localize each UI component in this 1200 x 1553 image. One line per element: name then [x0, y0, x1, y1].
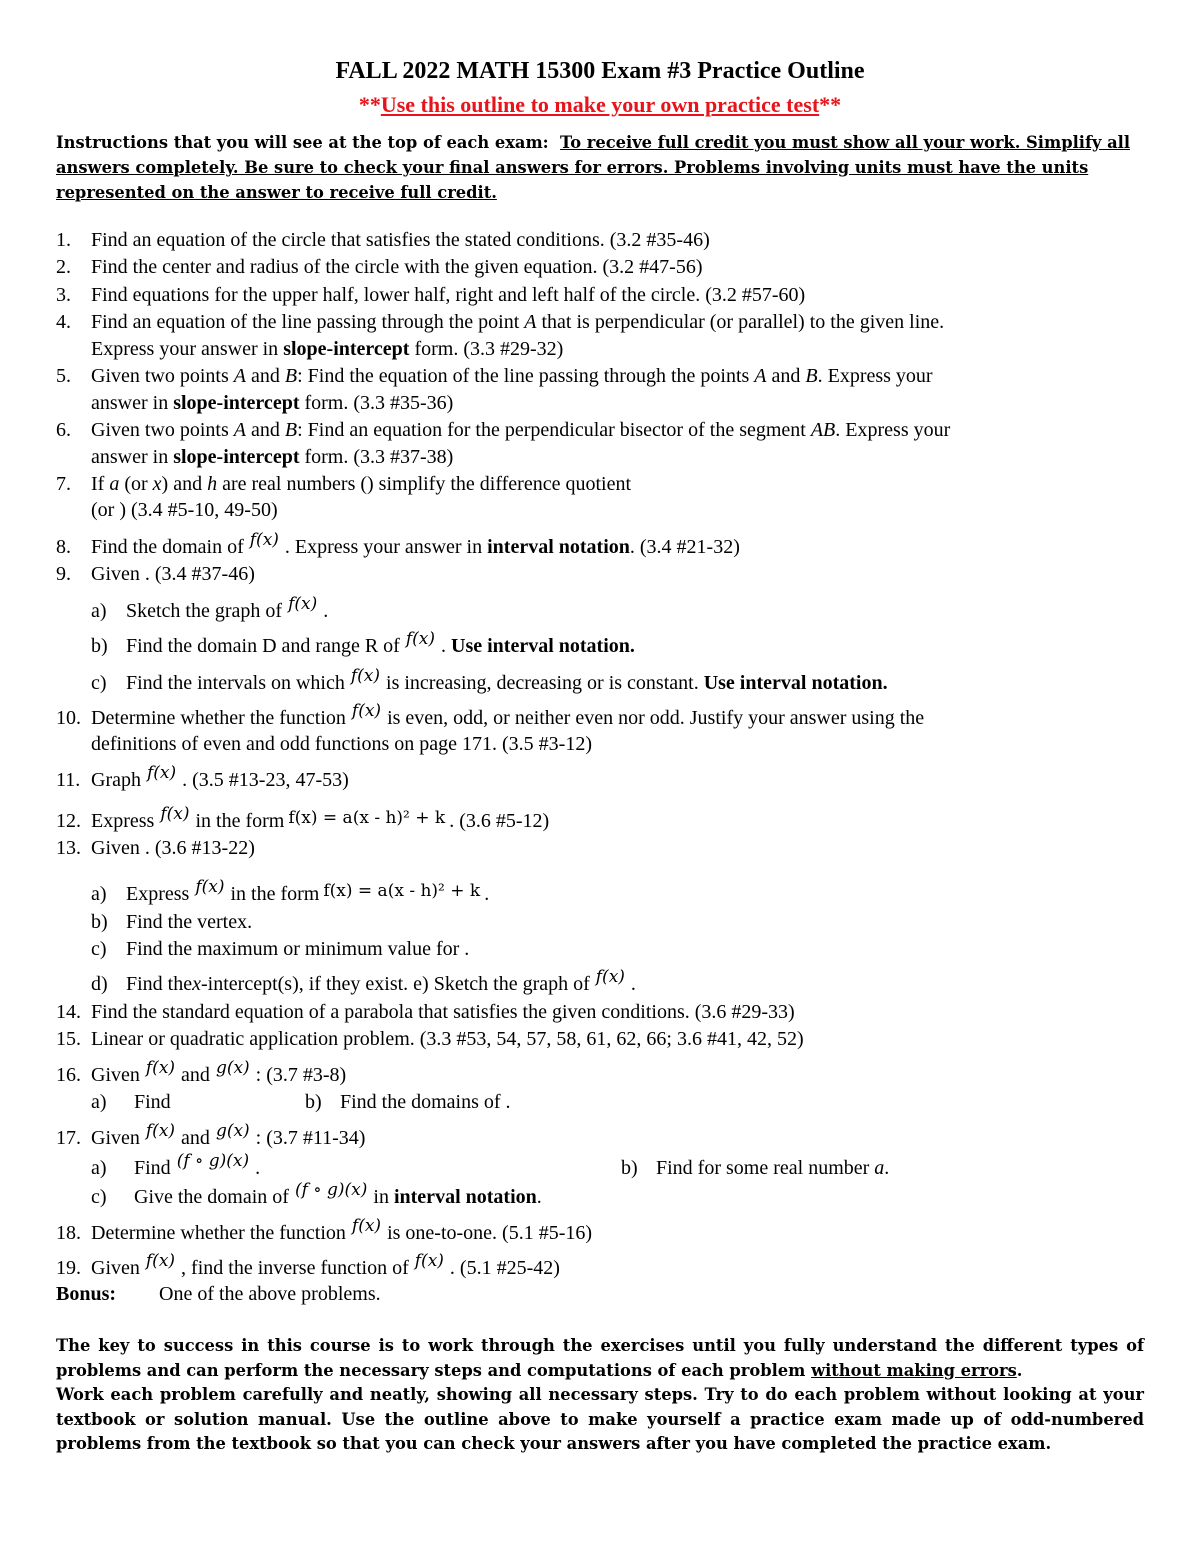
list-item: 2. Find the center and radius of the circle with the given equation. (3.2 #47-56) [56, 256, 703, 278]
list-item: 15. Linear or quadratic application problem. (3.3 #53, 54, 57, 58, 61, 62, 66; 3.6 #41, 42, 52) [56, 1028, 804, 1050]
list-item: 5. Given two points A and B: Find the equation of the line passing through the points A and B. Express your [56, 365, 933, 387]
sub-item: a) Sketch the graph of $^{f(x)}$ . [91, 594, 329, 622]
subtitle-stars-right: ** [819, 92, 842, 117]
list-item: 6. Given two points A and B: Find an equation for the perpendicular bisector of the segment AB. Express your [56, 419, 951, 441]
sub-item: b) Find the domain D and range R of $^{f(x)}$ . Use interval notation. [91, 629, 635, 657]
subtitle-text: Use this outline to make your own practice test [380, 92, 820, 117]
list-item: 7. If a (or x) and h are real numbers () simplify the difference quotient [56, 473, 632, 495]
subtitle-stars-left: ** [358, 92, 381, 117]
sub-item: b) Find the domains of . [305, 1091, 511, 1113]
list-item: 10. Determine whether the function $^{f(x)}$ is even, odd, or neither even nor odd. Justify your answer using the [56, 701, 925, 729]
list-item-continuation: answer in slope-intercept form. (3.3 #35-36) [91, 392, 454, 414]
instructions-lead: Instructions that you will see at the top of each exam: [56, 133, 549, 152]
list-item: 1. Find an equation of the circle that satisfies the stated conditions. (3.2 #35-46) [56, 229, 710, 251]
list-item: 13. Given . (3.6 #13-22) [56, 837, 255, 859]
list-item-continuation: answer in slope-intercept form. (3.3 #37-38) [91, 446, 454, 468]
sub-item: c) Find the maximum or minimum value for . [91, 938, 470, 960]
list-item-continuation: (or ) (3.4 #5-10, 49-50) [91, 499, 278, 521]
list-item: 8. Find the domain of $^{f(x)}$ . Express your answer in interval notation. (3.4 #21-32) [56, 530, 740, 558]
list-item: 14. Find the standard equation of a parabola that satisfies the given conditions. (3.6 #29-33) [56, 1001, 795, 1023]
instructions-text: To receive full credit you must show all your work. Simplify all answers completely. Be sure to check your final answers for errors. Problems involving units must have the units represented on the answer to receive full credit. [56, 133, 1131, 202]
page-subtitle [0, 92, 1200, 118]
page-title: FALL 2022 MATH 15300 Exam #3 Practice Outline [335, 58, 865, 84]
sub-item: a) Find $^{(f \circ g)(x)}$ . [91, 1151, 261, 1179]
list-item-continuation: definitions of even and odd functions on page 171. (3.5 #3-12) [91, 733, 593, 755]
list-item: 19. Given $^{f(x)}$ , find the inverse function of $^{f(x)}$ . (5.1 #25-42) [56, 1251, 560, 1279]
sub-item: c) Find the intervals on which $^{f(x)}$ is increasing, decreasing or is constant. Use interval notation. [91, 666, 888, 694]
list-item: 17. Given $^{f(x)}$ and $^{g(x)}$ : (3.7 #11-34) [56, 1121, 366, 1149]
closing-paragraph-1: The key to success in this course is to work through the exercises until you fully understand the different types of problems and can perform the necessary steps and computations of each problem without making errors. [56, 1336, 1144, 1380]
bonus-line: Bonus: One of the above problems. [56, 1283, 381, 1305]
list-item: 9. Given . (3.4 #37-46) [56, 563, 255, 585]
list-item: 11. Graph $^{f(x)}$ . (3.5 #13-23, 47-53) [56, 763, 349, 791]
sub-item: a) Find [91, 1091, 171, 1113]
exam-instructions [56, 130, 1144, 205]
sub-item: a) Express $^{f(x)}$ in the form $^{f(x) = a(x - h)^2 + k}$ . [91, 877, 490, 905]
sub-item: b) Find for some real number a. [621, 1157, 890, 1179]
sub-item: b) Find the vertex. [91, 911, 253, 933]
sub-item: c) Give the domain of $^{(f \circ g)(x)}$ in interval notation. [91, 1180, 542, 1208]
list-item: 16. Given $^{f(x)}$ and $^{g(x)}$ : (3.7 #3-8) [56, 1058, 347, 1086]
closing-notes [56, 1334, 1144, 1457]
list-item-continuation: Express your answer in slope-intercept form. (3.3 #29-32) [91, 338, 564, 360]
list-item: 4. Find an equation of the line passing through the point A that is perpendicular (or parallel) to the given line. [56, 311, 945, 333]
list-item: 3. Find equations for the upper half, lower half, right and left half of the circle. (3.2 #57-60) [56, 284, 806, 306]
sub-item: d) Find thex-intercept(s), if they exist. e) Sketch the graph of $^{f(x)}$ . [91, 967, 636, 995]
list-item: 18. Determine whether the function $^{f(x)}$ is one-to-one. (5.1 #5-16) [56, 1216, 593, 1244]
closing-paragraph-2: Work each problem carefully and neatly, showing all necessary steps. Try to do each problem without looking at your textbook or solution manual. Use the outline above to make yourself a practice exam made up of odd-numbered problems from the textbook so that you can check your answers after you have completed the practice exam. [56, 1385, 1144, 1453]
list-item: 12. Express $^{f(x)}$ in the form $^{f(x) = a(x - h)^2 + k}$ . (3.6 #5-12) [56, 804, 550, 832]
